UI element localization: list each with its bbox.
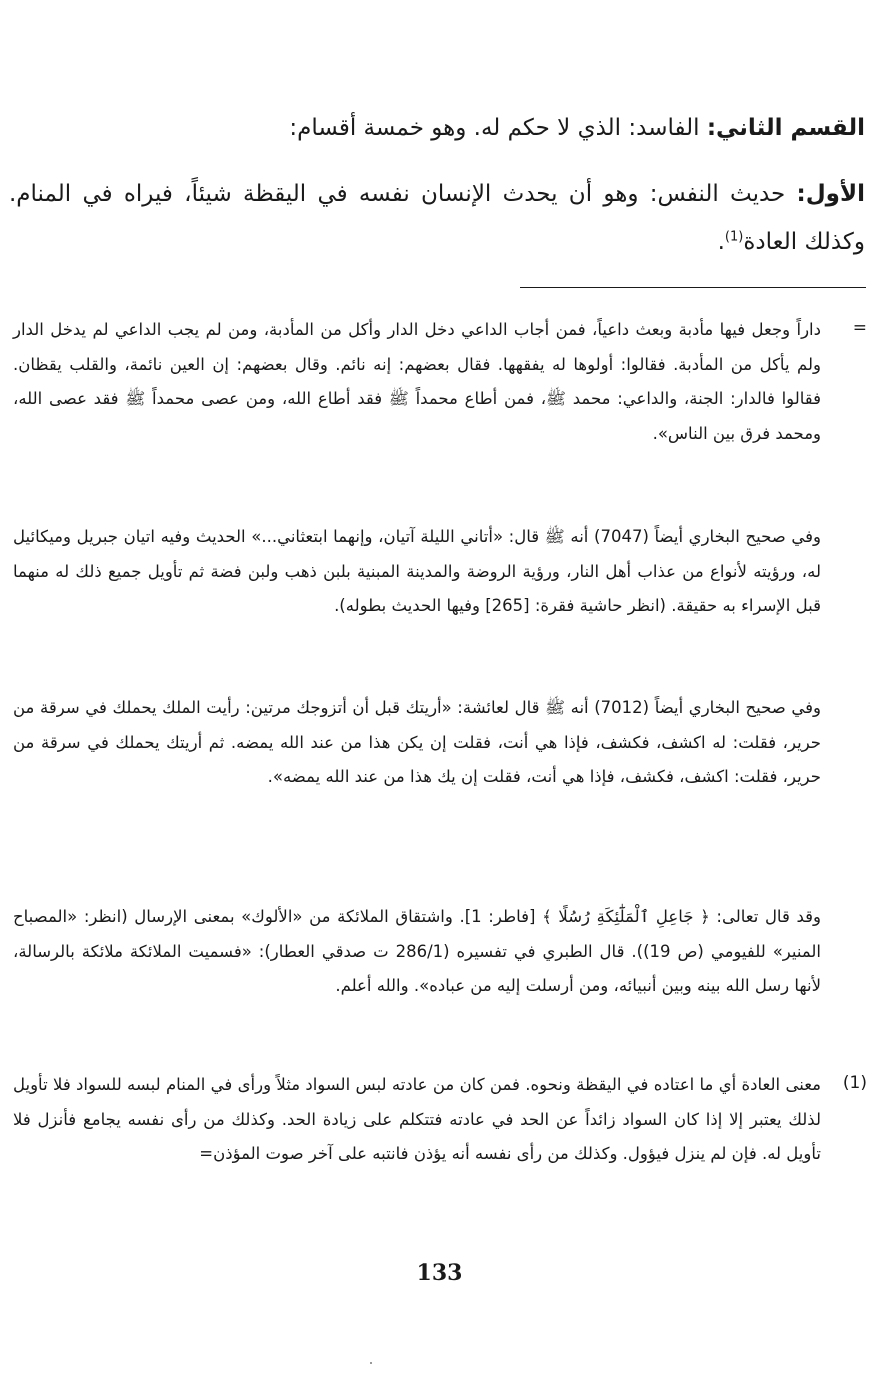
footnote-separator <box>520 287 866 288</box>
sentence-end: . <box>717 229 725 255</box>
footnote-continuation <box>13 313 821 451</box>
footnote-1-block <box>13 1068 821 1172</box>
continuation-marker: = <box>852 318 867 338</box>
footnote-paragraph-1: داراً وجعل فيها مأدبة وبعث داعياً، فمن أجاب الداعي دخل الدار وأكل من المأدبة، ومن لم يجب الداعي لم يدخل الدار ولم يأكل من المأدبة. فقالوا: أولوها له يفقهها. فقال بعضهم: إنه نائم. وقال بعضهم: إن العين نائمة، والقلب يقظان. فقالوا فالدار: الجنة، والداعي: محمد ﷺ، فمن أطاع محمداً ﷺ فقد أطاع الله، ومن عصى محمداً ﷺ فقد عصى الله، ومحمد فرق بين الناس». <box>13 320 821 443</box>
footnote-1-text: معنى العادة أي ما اعتاده في اليقظة ونحوه. فمن كان من عادته لبس السواد مثلاً ورأى في المنام لبسه للسواد فلا تأويل لذلك يعتبر إلا إذا كان السواد زائداً عن الحد في عادته فتتكلم على زيادة الحد. وكذلك من رأى نفسه يجامع فأنزل فلا تأويل له. فإن لم ينزل فيؤول. وكذلك من رأى نفسه أنه يؤذن فانتبه على آخر صوت المؤذن= <box>13 1075 821 1163</box>
page-number: 133 <box>416 1260 463 1286</box>
footnote-reference: (1) <box>724 229 744 245</box>
main-paragraph-1 <box>9 108 865 148</box>
section-heading: القسم الثاني: <box>706 115 865 141</box>
footnote-paragraph-2: وفي صحيح البخاري أيضاً (7047) أنه ﷺ قال: «أتاني الليلة آتيان، وإنهما ابتعثاني...» الحديث وفيه اتيان جبريل وميكائيل له، ورؤيته لأنواع من عذاب أهل النار، ورؤية الروضة والمدينة المبنية بلبن ذهب ولبن فضة ثم تأويل جميع ذلك له منهما قبل الإسراء به حقيقة. (انظر حاشية فقرة: [265] وفيها الحديث بطوله). <box>13 527 822 615</box>
section-heading-text: الفاسد: الذي لا حكم له. وهو خمسة أقسام: <box>289 115 707 141</box>
footnote-number-1: (1) <box>842 1073 867 1093</box>
main-paragraph-2 <box>9 170 865 266</box>
scan-speck <box>370 1362 372 1364</box>
footnote-paragraph-2-block <box>13 520 821 624</box>
footnote-paragraph-4: وقد قال تعالى: ﴿ جَاعِلِ ٱلْمَلَٰٓئِكَةِ رُسُلًا ﴾ [فاطر: 1]. واشتقاق الملائكة من «الألوك» بمعنى الإرسال (انظر: «المصباح المنير» للفيومي (ص 19)). قال الطبري في تفسيره (286/1 ت صدقي العطار): «فسميت الملائكة ملائكة بالرسالة، لأنها رسل الله بينه وبين أنبيائه، ومن أرسلت إليه من عباده». والله أعلم. <box>13 907 821 995</box>
first-type-text: حديث النفس: وهو أن يحدث الإنسان نفسه في اليقظة شيئاً، فيراه في المنام. وكذلك العادة <box>9 181 865 255</box>
footnote-paragraph-3-block <box>13 691 821 795</box>
first-type-heading: الأول: <box>796 181 865 207</box>
footnote-paragraph-3: وفي صحيح البخاري أيضاً (7012) أنه ﷺ قال لعائشة: «أريتك قبل أن أتزوجك مرتين: رأيت الملك يحملك في سرقة من حرير، فقلت: له اكشف، فكشف، فإذا هي أنت، فقلت إن يكن هذا من عند الله يمضه. ثم أريتك يحملك في سرقة من حرير، فقلت: اكشف، فكشف، فإذا هي أنت، فقلت إن يك هذا من عند الله يمضه». <box>13 698 822 786</box>
footnote-paragraph-4-block <box>13 900 821 1004</box>
